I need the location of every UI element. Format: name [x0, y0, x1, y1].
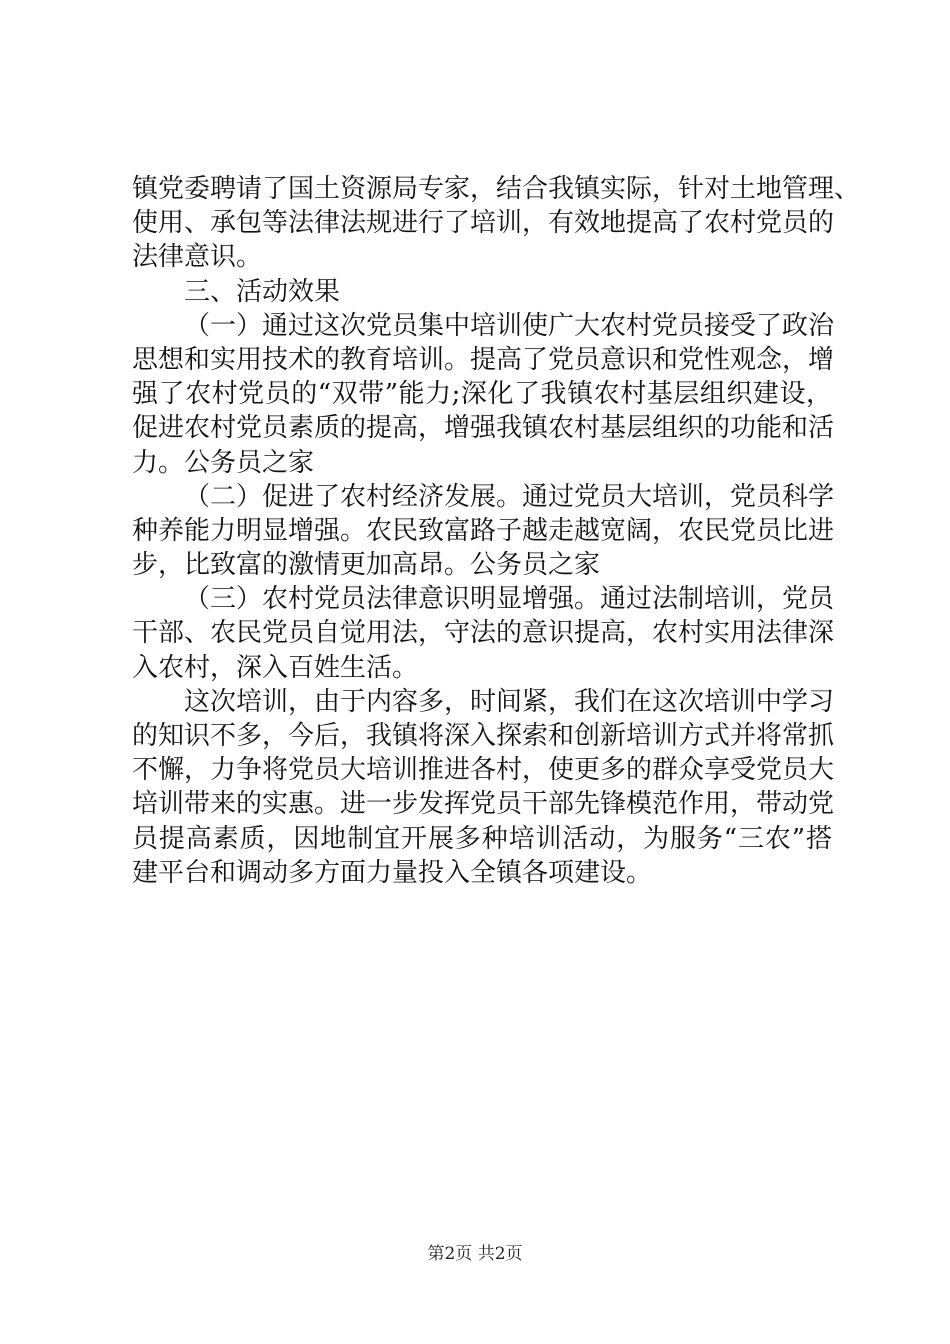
text-line: （一）通过这次党员集中培训使广大农村党员接受了政治 — [184, 310, 835, 341]
text-line: 镇党委聘请了国土资源局专家，结合我镇实际，针对土地管理、 — [132, 174, 861, 204]
text-line: 这次培训，由于内容多，时间紧，我们在这次培训中学习 — [184, 686, 835, 717]
text-line: 促进农村党员素质的提高，增强我镇农村基层组织的功能和活 — [132, 413, 835, 444]
text-line: 思想和实用技术的教育培训。提高了党员意识和党性观念，增 — [132, 344, 835, 375]
text-line: 步，比致富的激情更加高昂。公务员之家 — [132, 550, 601, 581]
text-line: 入农村，深入百姓生活。 — [132, 652, 419, 683]
document-body — [132, 172, 861, 890]
text-line: 使用、承包等法律法规进行了培训，有效地提高了农村党员的 — [132, 208, 835, 239]
text-line: 强了农村党员的“双带”能力;深化了我镇农村基层组织建设， — [132, 379, 832, 410]
text-line: 培训带来的实惠。进一步发挥党员干部先锋模范作用，带动党 — [132, 789, 835, 820]
text-line: 的知识不多，今后，我镇将深入探索和创新培训方式并将常抓 — [132, 721, 835, 751]
text-line: 员提高素质，因地制宜开展多种培训活动，为服务“三农”搭 — [132, 823, 832, 854]
text-line: 不懈，力争将党员大培训推进各村，使更多的群众享受党员大 — [132, 755, 835, 786]
text-line: （三）农村党员法律意识明显增强。通过法制培训，党员 — [184, 584, 835, 615]
section-heading: 三、活动效果 — [184, 276, 341, 307]
text-line: 干部、农民党员自觉用法，守法的意识提高，农村实用法律深 — [132, 618, 835, 649]
text-line: 法律意识。 — [132, 242, 263, 273]
page-number-footer: 第2页 共2页 — [427, 1244, 523, 1264]
text-line: （二）促进了农村经济发展。通过党员大培训，党员科学 — [184, 481, 835, 512]
text-line: 种养能力明显增强。农民致富路子越走越宽阔，农民党员比进 — [132, 515, 835, 546]
text-line: 力。公务员之家 — [132, 447, 315, 478]
text-line: 建平台和调动多方面力量投入全镇各项建设。 — [132, 857, 653, 888]
